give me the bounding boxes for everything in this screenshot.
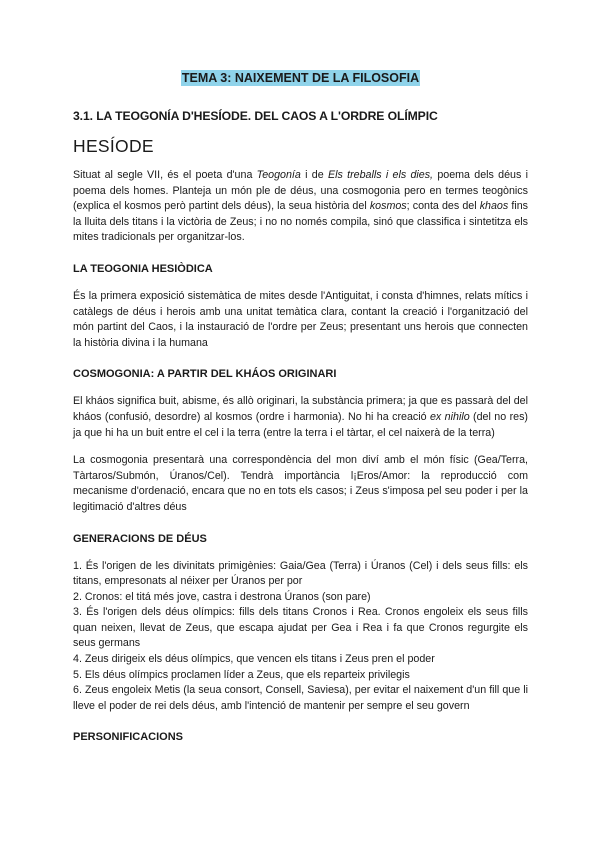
intro-paragraph	[73, 168, 528, 246]
list-item: 4. Zeus dirigeix els déus olímpics, que vencen els titans i Zeus pren el poder	[73, 653, 435, 666]
generacions-list	[73, 559, 528, 715]
intro-text-1: Situat al segle VII, és el poeta d'una	[73, 169, 257, 181]
personificacions-heading: PERSONIFICACIONS	[73, 731, 184, 744]
cosmogonia-text-1c: (del no res) ja que hi ha un buit entre el cel i la terra (entre la terra i el tàrtar, el cel naixerà de la terra)	[73, 410, 528, 439]
cosmogonia-paragraph-2: La cosmogonia presentarà una correspondència del mon diví amb el món físic (Gea/Terra, Tàrtaros/Submón, Úranos/Cel). Tendrà importància l¡Eros/Amor: la reproducció com mecanisme d'ordenació, encara que no en tots els casos; i Zeus s'imposa pel seu poder i per la legitimació d'altres déus	[73, 454, 528, 513]
teogonia-heading: LA TEOGONIA HESIÒDICA	[73, 262, 213, 275]
list-item: 3. És l'origen dels déus olímpics: fills dels titans Cronos i Rea. Cronos engoleix els seus fills quan neixen, llevat de Zeus, que escapa ajudat per Gea i Rea i fa que Cronos regurgite els seus germans	[73, 606, 528, 650]
intro-text-2: i de	[300, 169, 328, 181]
list-item: 5. Els déus olímpics proclamen líder a Zeus, que els reparteix privilegis	[73, 668, 410, 681]
document-title-text: TEMA 3: NAIXEMENT DE LA FILOSOFIA	[181, 71, 420, 85]
cosmogonia-text-1a: El kháos significa buit, abisme, és allò originari, la substància primera; ja que es passarà del del kháos (confusió, desordre) al kosmos (ordre i harmonia). No hi ha creació	[73, 395, 528, 423]
intro-text-5: fins la lluita dels titans i la victòria de Zeus; i no no només compila, sinó que classifica i sintetitza els mites tradicionals per organitzar-los.	[73, 200, 528, 244]
list-item: 2. Cronos: el titá més jove, castra i destrona Úranos (son pare)	[73, 590, 371, 603]
list-item: 1. És l'origen de les divinitats primigènies: Gaia/Gea (Terra) i Úranos (Cel) i dels seus fills: els titans, empresonats al néixer per Úranos per por	[73, 559, 528, 588]
author-heading: HESÍODE	[73, 136, 154, 156]
cosmogonia-heading: COSMOGONIA: A PARTIR DEL KHÁOS ORIGINARI	[73, 368, 337, 381]
intro-text-3: poema dels déus i poema dels homes. Planteja un món ple de déus, una cosmogonia pero en termes teogònics (explica el kosmos però partint dels déus), la seua història del	[73, 169, 528, 213]
generacions-heading: GENERACIONS DE DÉUS	[73, 532, 207, 545]
document-title	[73, 66, 528, 90]
teogonia-paragraph: És la primera exposició sistemàtica de mites desde l'Antiguitat, i consta d'himnes, relats mítics i catàlegs de déus i herois amb una unitat temàtica clara, contant la creació i l'organització del món partint del Caos, i la instauració de l'ordre per Zeus; presentant uns herois que connecten la història divina i la humana	[73, 289, 528, 349]
intro-work-treballs: Els treballs i els dies,	[327, 169, 434, 181]
section-title: 3.1. LA TEOGONÍA D'HESÍODE. DEL CAOS A L'ORDRE OLÍMPIC	[73, 109, 438, 123]
cosmogonia-ex-nihilo: ex nihilo	[429, 410, 470, 423]
intro-term-khaos: khaos	[479, 200, 509, 213]
cosmogonia-paragraph-1	[73, 394, 528, 441]
intro-work-teogonia: Teogonía	[256, 169, 301, 181]
intro-text-4: ; conta des del	[406, 200, 480, 213]
intro-term-kosmos: kosmos	[369, 200, 407, 213]
document-page	[73, 66, 528, 745]
list-item: 6. Zeus engoleix Metis (la seua consort, Consell, Saviesa), per evitar el naixement d'un fill que li lleve el poder de rei dels déus, amb l'intenció de mantenir per sempre el seu govern	[73, 684, 528, 712]
